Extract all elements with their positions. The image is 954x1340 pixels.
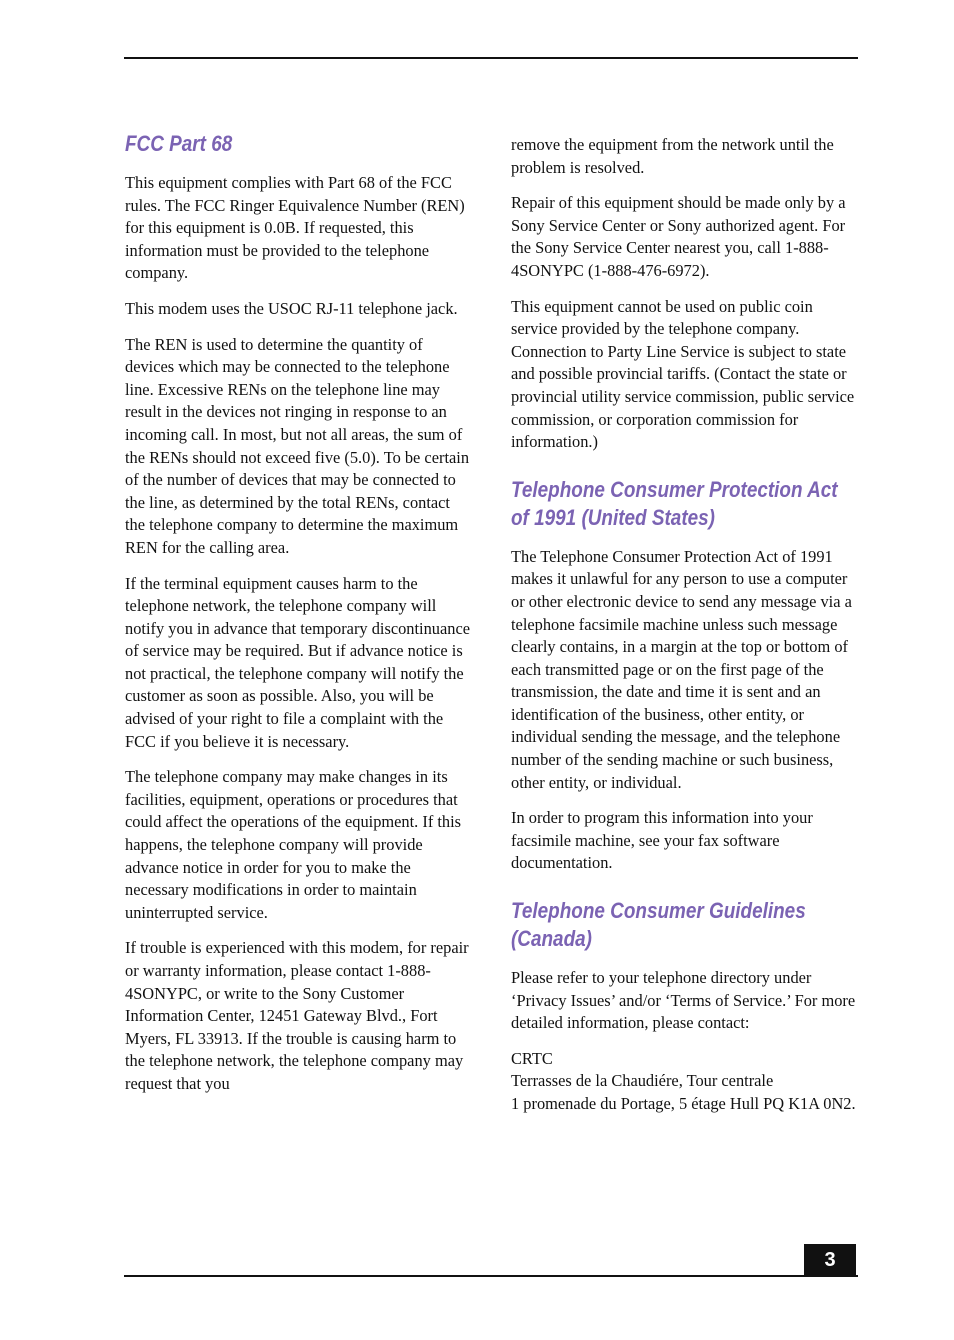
paragraph: The Telephone Consumer Protection Act of 1991 makes it unlawful for any person to use a computer or other electronic device to send any message via a telephone facsimile machine unless such message clearly contains, in a margin at the top or bottom of each transmitted page or on the first page of the transmission, the date and time it is sent and an identification of the business, other entity, or individual sending the message, and the telephone number of the sending machine or such business, other entity, or individual. xyxy=(511,546,852,792)
address-line: Terrasses de la Chaudiére, Tour centrale xyxy=(511,1071,774,1091)
address-line: CRTC xyxy=(511,1048,553,1068)
heading-tcpa xyxy=(511,476,838,532)
paragraph: If the terminal equipment causes harm to the telephone network, the telephone company will notify you in advance that temporary discontinuance of service may be required. But if advance notice is not practical, the telephone company will notify the customer as soon as possible. Also, you will be advised of your right to file a complaint with the FCC if you believe it is necessary. xyxy=(125,573,471,751)
heading-fcc-part-68: FCC Part 68 xyxy=(125,131,233,156)
paragraph: This equipment cannot be used on public coin service provided by the telephone company. Connection to Party Line Service is subject to state and possible provincial tariffs. (Contact the state or provincial utility service commission, public service commission, or corporation commission for information.) xyxy=(511,296,855,452)
address-block xyxy=(511,1048,857,1116)
paragraph: Please refer to your telephone directory under ‘Privacy Issues’ and/or ‘Terms of Service.’ For more detailed information, please contact: xyxy=(511,968,856,1033)
paragraph: This equipment complies with Part 68 of the FCC rules. The FCC Ringer Equivalence Number (REN) for this equipment is 0.0B. If requested, this information must be provided to the telephone company. xyxy=(125,173,465,283)
top-rule xyxy=(124,57,858,59)
paragraph: This modem uses the USOC RJ-11 telephone jack. xyxy=(125,298,458,318)
address-line: 1 promenade du Portage, 5 étage Hull PQ K1A 0N2. xyxy=(511,1094,856,1113)
page-number: 3 xyxy=(804,1244,856,1276)
paragraph: In order to program this information into your facsimile machine, see your fax software documentation. xyxy=(511,808,813,873)
paragraph: The REN is used to determine the quantity of devices which may be connected to the telephone line. Excessive RENs on the telephone line may result in the devices not ringing in response to an incoming call. In most, but not all areas, the sum of the RENs should not exceed five (5.0). To be certain of the number of devices that may be connected to the line, as determined by the total RENs, contact the telephone company to determine the maximum REN for the calling area. xyxy=(125,334,470,557)
heading-canada-line2: (Canada) xyxy=(511,926,592,952)
paragraph: The telephone company may make changes in its facilities, equipment, operations or procedures that could affect the operations of the equipment. If this happens, the telephone company will provide advance notice in order for you to make the necessary modifications in order to maintain uninterrupted service. xyxy=(125,767,462,922)
heading-canada-line1: Telephone Consumer Guidelines xyxy=(511,898,806,924)
heading-tcpa-line2: of 1991 (United States) xyxy=(511,504,715,530)
bottom-rule xyxy=(124,1275,858,1277)
paragraph: remove the equipment from the network until the problem is resolved. xyxy=(511,135,834,177)
paragraph: Repair of this equipment should be made only by a Sony Service Center or Sony authorized agent. For the Sony Service Center nearest you, call 1-888-4SONYPC (1-888-476-6972). xyxy=(511,193,846,280)
heading-canada xyxy=(511,897,809,953)
left-column xyxy=(125,130,471,1109)
paragraph: If trouble is experienced with this modem, for repair or warranty information, please contact 1-888-4SONYPC, or write to the Sony Customer Information Center, 12451 Gateway Blvd., Fort Myers, FL 33913. If the trouble is causing harm to the telephone network, the telephone company may request that you xyxy=(125,938,469,1093)
heading-tcpa-line1: Telephone Consumer Protection Act xyxy=(511,476,838,502)
right-column xyxy=(511,134,857,1116)
